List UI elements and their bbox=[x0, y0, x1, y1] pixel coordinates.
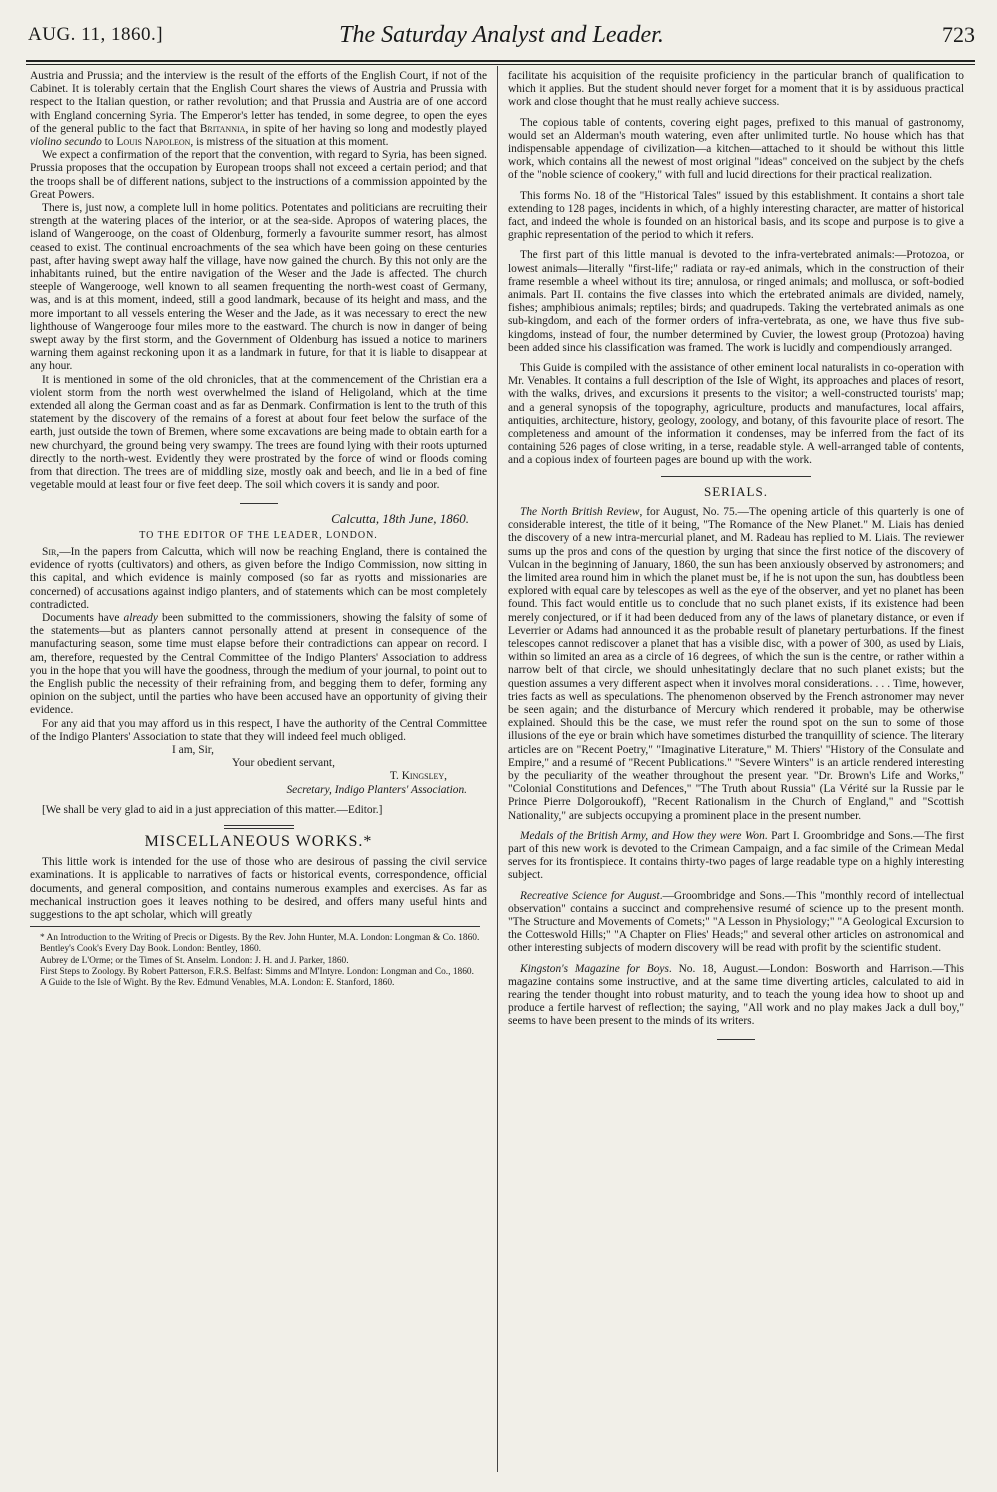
letter-signature: T. Kingsley, bbox=[389, 770, 447, 783]
page-header bbox=[28, 18, 975, 58]
paragraph: There is, just now, a complete lull in home politics. Potentates and politicians are recruiting their strength at the watering places of the interior, or at the sea-side. Apropos of watering places, the island of Wangerooge, on the coast of Oldenburg, formerly a favourite summer resort, has almost ceased to exist. The continual encroachments of the sea which have been going on these centuries past, after having swept away half the village, have now gained the church. By this not only are the inhabitants ruined, but the entire navigation of the Weser and the Jade is affected. The church steeple of Wangerooge, well known to all seamen frequenting the north-west coast of Germany, was, and is at this moment, indeed, still a good landmark, because of its height and mass, and the more important to all vessels entering the Weser and the Jade, as it was necessary to erect the new lighthouse of Wangerooge four miles more to the eastward. The church is now in danger of being swept away by the first storm, and the Government of Oldenburg has issued a notice to mariners warning them against reckoning upon it as a landmark in future, for that it is liable to disappear at any hour. bbox=[30, 202, 487, 373]
column-divider bbox=[497, 66, 498, 1472]
paragraph: This Guide is compiled with the assistance of other eminent local naturalists in co-operation with Mr. Venables. It contains a full description of the Isle of Wight, its approaches and places of resort, with the walks, drives, and excursions it presents to the visitor; a well-constructed tourists' map; and a general synopsis of the topography, agriculture, products and manufactures, local affairs, antiquities, architecture, history, geology, zoology, and botany, of this favourite place of resort. The completeness and amount of the information it condenses, may be inferred from the fact of its containing 526 pages of close writing, in a terse, readable style. A well-arranged table of contents, and a copious index of fourteen pages are bound up with the work. bbox=[508, 362, 964, 467]
paragraph: The North British Review, for August, No. 75.—The opening article of this quarterly is one of considerable interest, the title of it being, "The Romance of the New Planet." M. Liais has denied the discovery of a new intra-mercurial planet, and M. Radeau has replied to M. Liais. The reviewer sums up the pros and cons of the question by urging that since the first notice of the discovery of Vulcan in the beginning of January, 1860, the sun has been anxiously observed by astronomers; and the limited area round him in which the planet must be, if he is not upon the sun, has doubtless been explored with equal care by telescopes as well as the eye of the observer, and yet no planet has been found. This fact would entitle us to conclude that no such planet exists, if its existence had been merely conjectured, or if it had been deduced from any of the laws of planetary distance, or even if Leverrier or Adams had announced it as the probable result of planetary perturbations. If the finest telescopes cannot rediscover a planet that has a visible disc, with a power of 300, as used by Liais, within so limited an area as a circle of 16 degrees, of which the sun is the centre, or rather within a narrow belt of that circle, we should unhesitatingly declare that no such planet exists; but the question assumes a very different aspect when it involves moral considerations. . . . Time, however, tries facts as well as speculations. The phenomenon observed by the French astronomer may never be seen again; and the disturbance of Mercury which rendered it probable, may be otherwise explained. Should this be the case, we must refer the round spot on the sun to some of those illusions of the eye or brain which have sometimes disturbed the tranquillity of science. The literary articles are on "Recent Poetry," "Imaginative Literature," M. Thiers' "History of the Consulate and Empire," and a resumé of "Recent Publications." "Severe Winters" is an article rendered interesting by the peculiarity of the weather throughout the present year. "Dr. Brown's Life and Works," "Colonial Constitutions and Defences," "The Truth about Russia" (La Vérité sur la Russie par le Prince Pierre Dolgoroukoff), "Recent Rationalism in the Church of England," and "Scottish Nationality," are subjects occupying a prominent place in the present number. bbox=[508, 505, 964, 822]
editor-note: [We shall be very glad to aid in a just appreciation of this matter.—Editor.] bbox=[42, 803, 383, 816]
issue-date: AUG. 11, 1860.] bbox=[28, 24, 164, 45]
paragraph: Austria and Prussia; and the interview is the result of the efforts of the English Court, if not of the Cabinet. It is tolerably certain that the English Court shares the views of Austria and Prussia with respect to the Italian question, or rather revolution; and that Prussia and Austria are of one accord with England concerning Syria. The Emperor's letter has tended, in some degree, to open the eyes of the general public to the fact that Britannia, in spite of her having so long and modestly played violino secundo to Louis Napoleon, is mistress of the situation at this moment. bbox=[30, 70, 487, 149]
left-column bbox=[30, 70, 487, 1472]
section-rule bbox=[240, 503, 278, 504]
paragraph: This little work is intended for the use of those who are desirous of passing the civil service examinations. It is applicable to narratives of facts or historical events, correspondence, official documents, and general composition, and contains numerous examples and exercises. As far as mechanical instruction goes it leaves nothing to be desired, and offers many useful hints and suggestions to the apt scholar, which will greatly bbox=[30, 856, 487, 921]
page-number: 723 bbox=[942, 22, 975, 47]
letter-closing: Your obedient servant, bbox=[232, 757, 335, 770]
right-column bbox=[508, 70, 964, 1472]
footnote: Aubrey de L'Orme; or the Times of St. Anselm. London: J. H. and J. Parker, 1860. bbox=[40, 955, 349, 966]
letter-paragraph: For any aid that you may afford us in this respect, I have the authority of the Central Committee of the Indigo Planters' Association to state that they will indeed feel much obliged. bbox=[30, 717, 487, 743]
letter-dateline: Calcutta, 18th June, 1860. bbox=[331, 510, 469, 526]
paragraph: Medals of the British Army, and How they were Won. Part I. Groombridge and Sons.—The first part of this new work is devoted to the Crimean Campaign, and a fac simile of the Crimean Medal serves for its frontispiece. It contains thirty-two pages of large readable type on a highly interesting subject. bbox=[508, 829, 964, 882]
paragraph: It is mentioned in some of the old chronicles, that at the commencement of the Christian era a violent storm from the north west overwhelmed the island of Heligoland, which at the time extended all along the German coast and as far as Denmark. Confirmation is lent to the truth of this statement by the discovery of the remains of a forest at about four feet below the surface of the earth, just outside the town of Bremen, where some excavations are being made to obtain earth for a new churchyard, the ground being very swampy. The trees are found lying with their roots upturned directly to the north-west. Evidently they were prostrated by the force of wind or floods coming from that direction. The trees are of middling size, mostly oak and beech, and lie in a bed of fine vegetable mould at least four or five feet deep. The soil which covers it is sandy and poor. bbox=[30, 373, 487, 492]
paragraph: We expect a confirmation of the report that the convention, with regard to Syria, has been signed. Prussia proposes that the occupation by European troops shall not exceed a certain period; and that the troops shall be of different nations, subject to the instructions of a commission appointed by the Great Powers. bbox=[30, 149, 487, 201]
letter-signatory-role: Secretary, Indigo Planters' Association. bbox=[286, 783, 467, 796]
header-rule-thin bbox=[26, 64, 975, 65]
letter-paragraph: Sir,—In the papers from Calcutta, which will now be reaching England, there is contained the evidence of ryotts (cultivators) and others, as given before the Indigo Commission, now sitting in this capital, and which evidence is mainly composed (so far as ryotts and missionaries are concerned) of accusations against indigo planters, and of statements which can be most completely contradicted. bbox=[30, 545, 487, 611]
paragraph: Kingston's Magazine for Boys. No. 18, August.—London: Bosworth and Harrison.—This magazine contains some instructive, and at the same time diverting articles, calculated to aid in rearing the tender thought into robust maturity, and to teach the young idea how to shoot up and produce a fertile harvest of reflection; the saying, "All work and no play makes Jack a dull boy," seems to have been present to the minds of its writers. bbox=[508, 962, 964, 1028]
section-heading: MISCELLANEOUS WORKS.* bbox=[144, 832, 373, 850]
letter-paragraph: Documents have already been submitted to the commissioners, showing the falsity of some of the statements—but as planters cannot personally attend at present in consequence of the manufacturing season, some time must elapse before their contradictions can appear on record. I am, therefore, requested by the Central Committee of the Indigo Planters' Association to address you in the hope that you will have the goodness, through the medium of your journal, to point out to the English public the necessity of their refraining from, and begging them to defer, forming any opinion on the subject, until the parties who have been accused have an opportunity of giving their evidence. bbox=[30, 611, 487, 717]
footnote: A Guide to the Isle of Wight. By the Rev. Edmund Venables, M.A. London: E. Stanford, 1860. bbox=[40, 978, 395, 988]
footnote: * An Introduction to the Writing of Precis or Digests. By the Rev. John Hunter, M.A. London: Longman & Co. 1860. bbox=[40, 933, 480, 944]
publication-title: The Saturday Analyst and Leader. bbox=[339, 22, 664, 48]
footnotes bbox=[30, 933, 487, 989]
paragraph: The copious table of contents, covering eight pages, prefixed to this manual of gastronomy, would set an Alderman's mouth watering, even after unlimited turtle. No house which has that indispensable appendage of civilization—a kitchen—attached to it should be without this little work, which contains all the newest of most original "ideas" conceived on the subject by the chefs of the "noble science of cookery," with full and lucid directions for their practical realization. bbox=[508, 116, 964, 182]
footnote-rule bbox=[30, 926, 480, 927]
paragraph: facilitate his acquisition of the requisite proficiency in the particular branch of qualification to which it applies. But the student should never forget for a moment that it is by assiduous practical work and close thought that he must really achieve success. bbox=[508, 70, 964, 109]
section-rule bbox=[224, 825, 294, 829]
end-rule bbox=[717, 1039, 755, 1040]
section-heading: SERIALS. bbox=[704, 483, 768, 499]
paragraph: Recreative Science for August.—Groombridge and Sons.—This "monthly record of intellectual observation" contains a succinct and comprehensive resumé of science up to the present month. "The Structure and Movements of Comets;" "A Lesson in Physiology;" "A Geological Excursion to the Cotteswold Hills;" "A Chapter on Flies' Heads;" and several other articles on astronomical and other interesting subjects of modern discovery will be read with profit by the scientific student. bbox=[508, 889, 964, 955]
section-rule bbox=[661, 476, 811, 477]
header-rule bbox=[26, 60, 975, 62]
paragraph: This forms No. 18 of the "Historical Tales" issued by this establishment. It contains a short tale extending to 128 pages, incidents in which, of a highly interesting character, are matter of historical fact, and indeed the whole is founded on an historical basis, and its scope and purpose is to give a graphic representation of the period to which it refers. bbox=[508, 189, 964, 242]
letter-address: TO THE EDITOR OF THE LEADER, LONDON. bbox=[139, 529, 378, 541]
letter-closing: I am, Sir, bbox=[172, 743, 214, 756]
paragraph: The first part of this little manual is devoted to the infra-vertebrated animals:—Protozoa, or lowest animals—literally "first-life;" radiata or ray-ed animals, which in the construction of their frame resemble a wheel without its tire; annulosa, or ringed animals; and mollusca, or soft-bodied animals. Part II. contains the five classes into which the ertebrated animals are divided, namely, fishes; amphibious animals; reptiles; birds; and quadrupeds. Taking the vertebrated animals as one sub-kingdom, and each of the former orders of infra-vertebrata, as one, we have thus five sub-kingdoms, instead of four, the number determined by Cuvier, the lowest group (Protozoa) having been added since his classification was framed. The work is lucidly and compendiously arranged. bbox=[508, 249, 964, 354]
footnote: First Steps to Zoology. By Robert Patterson, F.R.S. Belfast: Simms and M'Intyre. London: Longman and Co., 1860. bbox=[40, 966, 474, 977]
footnote: Bentley's Cook's Every Day Book. London: Bentley, 1860. bbox=[40, 944, 261, 955]
